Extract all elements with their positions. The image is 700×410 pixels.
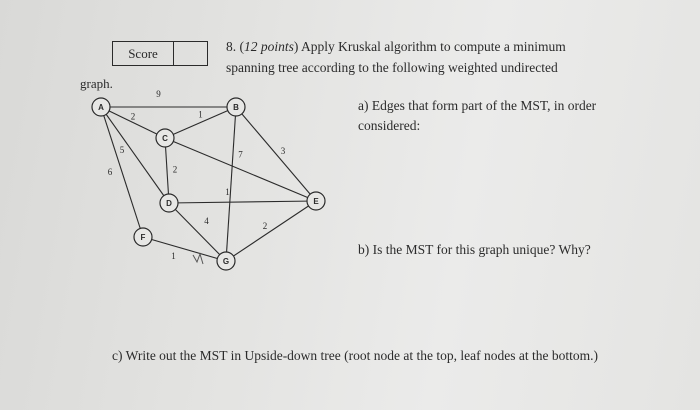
edge-weight-label: 4 bbox=[204, 216, 209, 226]
node-label: E bbox=[313, 197, 319, 206]
node-a bbox=[92, 98, 110, 116]
edge-c-b bbox=[165, 107, 236, 138]
edge-b-g bbox=[226, 107, 236, 261]
edge-weight-label: 2 bbox=[262, 221, 268, 231]
node-f bbox=[134, 228, 152, 246]
edge-c-d bbox=[165, 138, 177, 203]
edge-d-e bbox=[169, 187, 316, 203]
pencil-mark bbox=[193, 254, 203, 264]
edge-line bbox=[226, 201, 316, 261]
edge-line bbox=[165, 138, 316, 201]
question-points: 12 points bbox=[244, 39, 294, 54]
score-label: Score bbox=[113, 42, 174, 65]
edge-weight-label: 9 bbox=[156, 89, 161, 99]
edge-c-e bbox=[165, 138, 316, 201]
node-d bbox=[160, 194, 178, 212]
graph-nodes bbox=[92, 98, 325, 270]
edge-weight-label: 1 bbox=[198, 109, 203, 120]
node-label: A bbox=[98, 103, 104, 112]
edge-weight-label: 2 bbox=[130, 111, 136, 122]
edge-g-e bbox=[226, 201, 316, 261]
node-b bbox=[227, 98, 245, 116]
edge-weight-label: 3 bbox=[280, 146, 286, 156]
edge-line bbox=[236, 107, 316, 201]
part-b-prompt: b) Is the MST for this graph unique? Why? bbox=[358, 242, 591, 257]
edge-a-c bbox=[101, 107, 165, 138]
node-label: B bbox=[233, 103, 239, 112]
node-c bbox=[156, 129, 174, 147]
edge-weight-label: 2 bbox=[172, 164, 178, 175]
edge-line bbox=[165, 138, 169, 203]
edge-line bbox=[226, 107, 236, 261]
edge-weight-label: 7 bbox=[238, 149, 243, 160]
question-number: 8. ( bbox=[226, 39, 244, 54]
edge-weight-label: 6 bbox=[107, 167, 113, 177]
edge-weight-label: 5 bbox=[119, 145, 125, 155]
node-e bbox=[307, 192, 325, 210]
node-label: F bbox=[140, 233, 146, 242]
edge-a-f bbox=[101, 107, 143, 237]
edge-line bbox=[169, 201, 316, 203]
part-c-prompt: c) Write out the MST in Upside-down tree (root node at the top, leaf nodes at the bottom.) bbox=[112, 348, 598, 363]
edge-weight-label: 1 bbox=[171, 251, 176, 261]
edge-weight-label: 1 bbox=[225, 187, 230, 197]
node-label: D bbox=[166, 199, 172, 208]
node-label: G bbox=[222, 257, 230, 266]
edge-b-e bbox=[236, 107, 316, 201]
graph-edges bbox=[101, 89, 316, 261]
weighted-graph-diagram bbox=[0, 0, 340, 300]
node-g bbox=[217, 252, 235, 270]
graph-label: graph. bbox=[80, 76, 113, 91]
question-text: ) Apply Kruskal algorithm to compute a minimum spanning tree according to the following weighted undirected bbox=[226, 39, 566, 75]
edge-a-b bbox=[101, 89, 236, 107]
part-a-prompt: a) Edges that form part of the MST, in order considered: bbox=[358, 98, 597, 133]
node-label: C bbox=[162, 134, 168, 143]
